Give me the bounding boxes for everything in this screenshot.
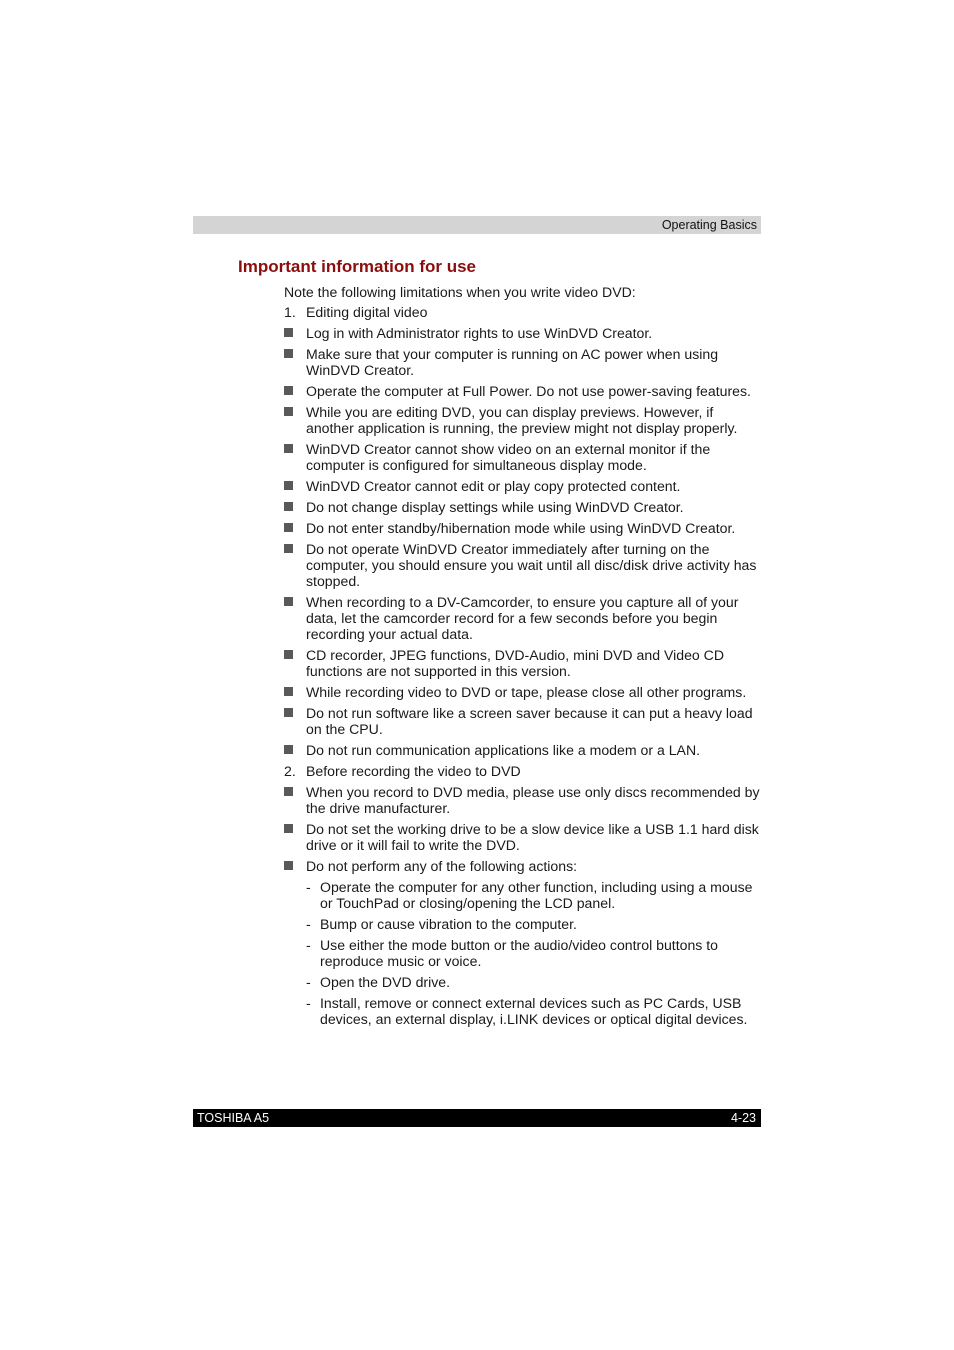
bullet-square-icon (284, 687, 293, 696)
bullet-item (284, 647, 764, 679)
bullet-square-icon (284, 481, 293, 490)
bullet-item (284, 325, 764, 341)
numbered-step-1 (284, 304, 764, 320)
bullet-text: CD recorder, JPEG functions, DVD-Audio, mini DVD and Video CD functions are not supported in this version. (306, 647, 725, 679)
bullet-item (284, 441, 764, 473)
bullet-square-icon (284, 502, 293, 511)
step-text: Before recording the video to DVD (306, 763, 521, 779)
dash-item (306, 974, 764, 990)
bullet-square-icon (284, 349, 293, 358)
footer-model: TOSHIBA A5 (197, 1111, 270, 1125)
bullet-square-icon (284, 824, 293, 833)
dash-text: Use either the mode button or the audio/video control buttons to reproduce music or voice. (320, 937, 719, 969)
bullet-text: Do not run software like a screen saver because it can put a heavy load on the CPU. (306, 705, 753, 737)
header-bar (193, 216, 761, 234)
dash-item (306, 937, 764, 969)
bullet-item (284, 478, 764, 494)
page-number: 4-23 (730, 1111, 756, 1125)
dash-item (306, 879, 764, 911)
dash-item (306, 916, 764, 932)
bullet-text: WinDVD Creator cannot edit or play copy protected content. (306, 478, 681, 494)
bullet-square-icon (284, 787, 293, 796)
bullet-text: When you record to DVD media, please use only discs recommended by the drive manufacturer. (306, 784, 760, 816)
bullet-text: Do not change display settings while using WinDVD Creator. (306, 499, 684, 515)
dash-text: Bump or cause vibration to the computer. (320, 916, 577, 932)
bullet-text: Do not run communication applications like a modem or a LAN. (306, 742, 701, 758)
step-number: 1. (284, 304, 296, 320)
bullet-square-icon (284, 597, 293, 606)
bullet-item (284, 383, 764, 399)
footer-bar (193, 1109, 761, 1127)
bullet-text: Do not set the working drive to be a slow device like a USB 1.1 hard disk drive or it will fail to write the DVD. (306, 821, 759, 853)
intro-text: Note the following limitations when you write video DVD: (284, 284, 636, 300)
bullet-item (284, 684, 764, 700)
bullet-square-icon (284, 650, 293, 659)
bullet-square-icon (284, 745, 293, 754)
bullet-text: Do not enter standby/hibernation mode while using WinDVD Creator. (306, 520, 736, 536)
bullet-item (284, 404, 764, 436)
bullet-square-icon (284, 523, 293, 532)
bullet-square-icon (284, 386, 293, 395)
bullet-item (284, 705, 764, 737)
dash-marker: - (306, 974, 311, 990)
bullet-item (284, 346, 764, 378)
bullet-square-icon (284, 708, 293, 717)
step-text: Editing digital video (306, 304, 428, 320)
bullet-text: Make sure that your computer is running on AC power when using WinDVD Creator. (306, 346, 719, 378)
bullet-text: Log in with Administrator rights to use WinDVD Creator. (306, 325, 653, 341)
bullet-square-icon (284, 544, 293, 553)
bullet-text: While you are editing DVD, you can display previews. However, if another application is running, the preview might not display properly. (306, 404, 738, 436)
bullet-text: Do not perform any of the following actions: (306, 858, 578, 874)
bullet-square-icon (284, 407, 293, 416)
bullet-item (284, 541, 764, 589)
step-number: 2. (284, 763, 296, 779)
bullet-item (284, 499, 764, 515)
bullet-text: WinDVD Creator cannot show video on an external monitor if the computer is configured for simultaneous display mode. (306, 441, 711, 473)
bullet-square-icon (284, 861, 293, 870)
dash-marker: - (306, 916, 311, 932)
bullet-item (284, 742, 764, 758)
bullet-text: When recording to a DV-Camcorder, to ensure you capture all of your data, let the camcorder record for a few seconds before you begin recording your actual data. (306, 594, 739, 642)
bullet-square-icon (284, 328, 293, 337)
bullet-text: Do not operate WinDVD Creator immediately after turning on the computer, you should ensure you wait until all disc/disk drive activity has stopped. (306, 541, 757, 589)
dash-marker: - (306, 937, 311, 953)
numbered-step-2 (284, 763, 764, 779)
bullet-text: While recording video to DVD or tape, please close all other programs. (306, 684, 747, 700)
content (284, 284, 764, 1032)
dash-marker: - (306, 995, 311, 1011)
bullet-item (284, 858, 764, 874)
dash-item (306, 995, 764, 1027)
dash-marker: - (306, 879, 311, 895)
bullet-item (284, 821, 764, 853)
dash-text: Open the DVD drive. (320, 974, 451, 990)
bullet-text: Operate the computer at Full Power. Do not use power-saving features. (306, 383, 751, 399)
bullet-item (284, 594, 764, 642)
dash-text: Install, remove or connect external devices such as PC Cards, USB devices, an external display, i.LINK devices or optical digital devices. (320, 995, 748, 1027)
dash-text: Operate the computer for any other function, including using a mouse or TouchPad or closing/opening the LCD panel. (320, 879, 753, 911)
section-title: Important information for use (238, 257, 476, 276)
header-section-label: Operating Basics (661, 218, 757, 232)
bullet-square-icon (284, 444, 293, 453)
bullet-item (284, 520, 764, 536)
bullet-item (284, 784, 764, 816)
